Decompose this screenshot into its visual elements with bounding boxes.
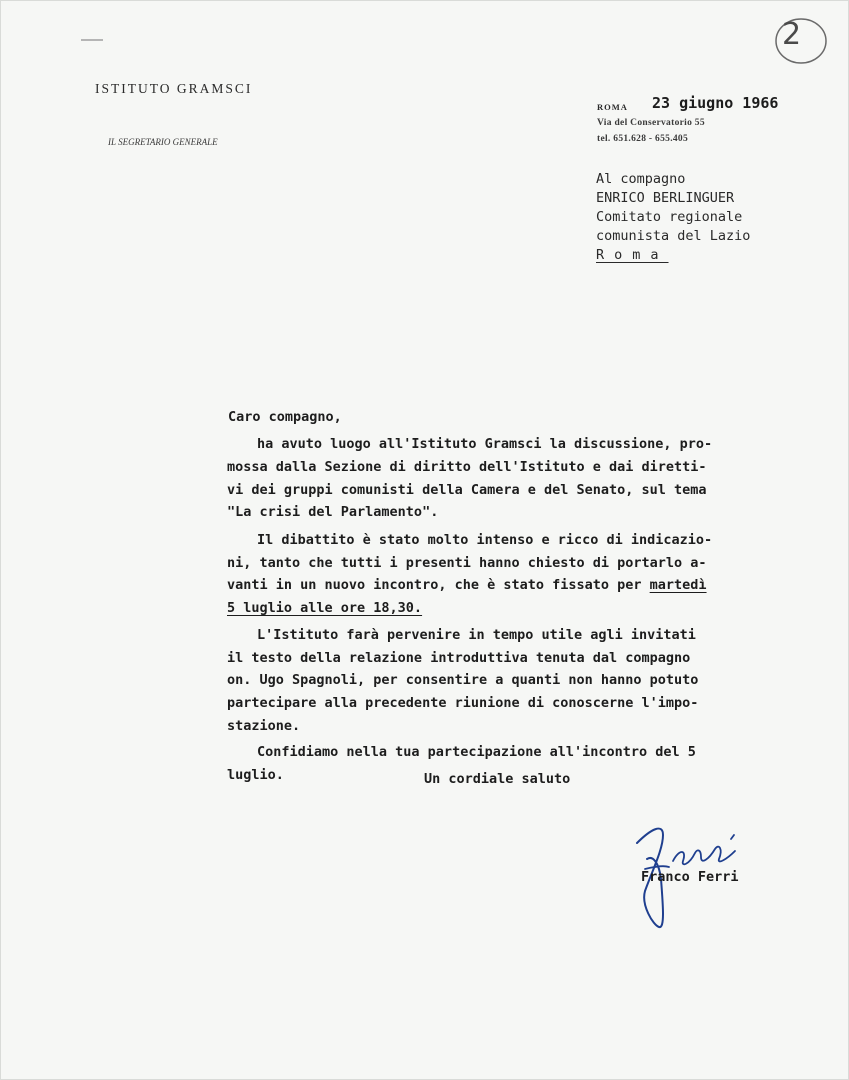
paragraph-2-line: ni, tanto che tutti i presenti hanno chiesto di portarlo a- — [227, 555, 707, 571]
paragraph-1-line: "La crisi del Parlamento". — [227, 504, 439, 520]
paragraph-4-line: Confidiamo nella tua partecipazione all'incontro del 5 — [257, 744, 696, 760]
corner-mark — [81, 39, 103, 41]
paragraph-3-line: L'Istituto farà pervenire in tempo utile agli invitati — [257, 627, 696, 643]
institute-address: Via del Conservatorio 55 — [597, 118, 705, 128]
paragraph-4-line: luglio. — [227, 767, 284, 783]
paragraph-1-line: ha avuto luogo all'Istituto Gramsci la discussione, pro- — [257, 436, 713, 452]
meeting-date-time: 5 luglio alle ore 18,30. — [227, 600, 423, 616]
recipient-line-1: Al compagno — [596, 171, 686, 187]
closing: Un cordiale saluto — [424, 771, 571, 787]
page-number: 2 — [782, 17, 802, 52]
paragraph-1-line: vi dei gruppi comunisti della Camera e del Senato, sul tema — [227, 482, 707, 498]
recipient-name: ENRICO BERLINGUER — [596, 190, 735, 206]
paragraph-3-line: stazione. — [227, 718, 301, 734]
recipient-line-3: Comitato regionale — [596, 209, 743, 225]
paragraph-3-line: on. Ugo Spagnoli, per consentire a quanti non hanno potuto — [227, 672, 699, 688]
paragraph-3-line: il testo della relazione introduttiva tenuta dal compagno — [227, 650, 691, 666]
recipient-city: Roma — [596, 247, 669, 263]
recipient-line-4: comunista del Lazio — [596, 228, 751, 244]
paragraph-2-text: vanti in un nuovo incontro, che è stato fissato per — [227, 577, 650, 593]
institute-phone: tel. 651.628 - 655.405 — [597, 134, 689, 144]
salutation: Caro compagno, — [228, 409, 342, 425]
paragraph-3-line: partecipare alla precedente riunione di conoscerne l'impo- — [227, 695, 699, 711]
meeting-day: martedì — [649, 577, 707, 593]
paragraph-2-line: Il dibattito è stato molto intenso e ricco di indicazio- — [257, 532, 713, 548]
signatory-name: Franco Ferri — [641, 869, 739, 885]
institute-name: ISTITUTO GRAMSCI — [95, 81, 253, 96]
secretary-role: IL SEGRETARIO GENERALE — [108, 137, 218, 147]
date-city: ROMA — [597, 102, 628, 112]
paragraph-2-line — [227, 577, 707, 593]
paragraph-1-line: mossa dalla Sezione di diritto dell'Istituto e dai diretti- — [227, 459, 707, 475]
letter-date: 23 giugno 1966 — [652, 94, 779, 112]
